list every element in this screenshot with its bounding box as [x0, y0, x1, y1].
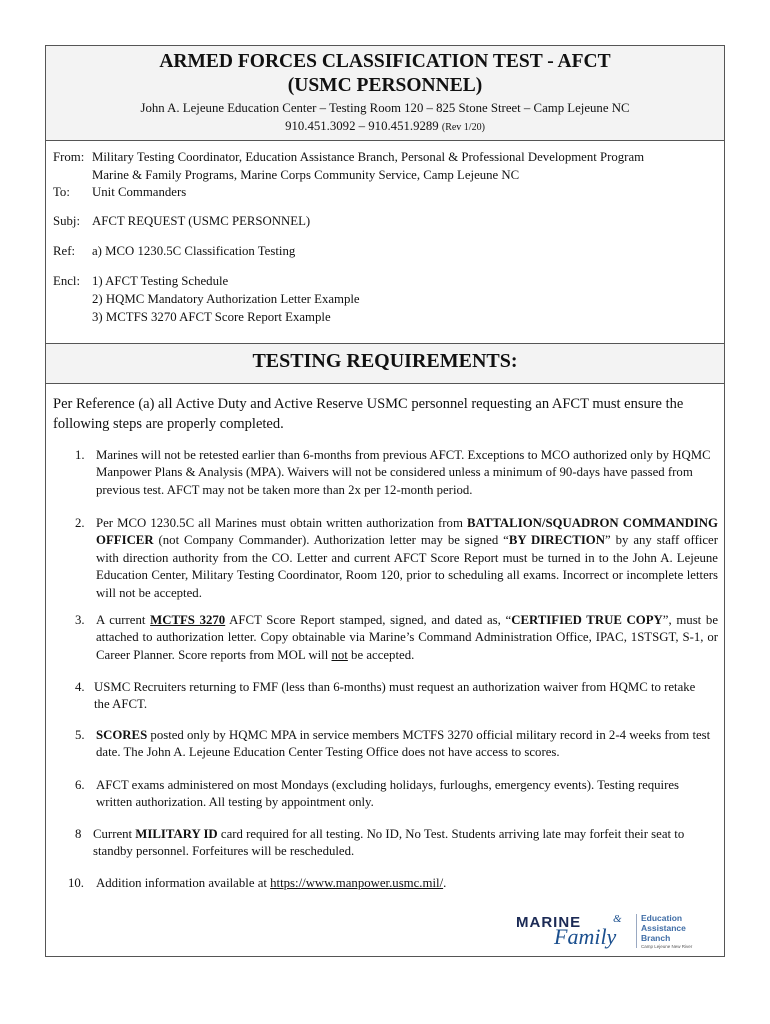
phone-numbers: 910.451.3092 – 910.451.9289: [285, 119, 439, 133]
subj-label: Subj:: [53, 214, 81, 228]
emphasis-text: CERTIFIED TRUE COPY: [511, 613, 663, 627]
item-number: 6.: [75, 778, 85, 792]
requirements-heading: TESTING REQUIREMENTS:: [252, 350, 518, 372]
emphasis-text: MCTFS 3270: [150, 613, 226, 627]
to-label: To:: [53, 185, 70, 199]
emphasis-text: SCORES: [96, 728, 148, 742]
item-text: USMC Recruiters returning to FMF (less than 6-months) must request an authorization waiver from HQMC to retake the AFCT.: [94, 680, 696, 712]
from-line-1: Military Testing Coordinator, Education Assistance Branch, Personal & Professional Development Program: [92, 150, 645, 164]
marine-family-logo: [516, 911, 704, 951]
item-number: 5.: [75, 728, 85, 742]
logo-eab-text: Education Assistance Branch: [641, 913, 686, 943]
to-value: Unit Commanders: [92, 185, 187, 199]
address-line: John A. Lejeune Education Center – Testing Room 120 – 825 Stone Street – Camp Lejeune NC: [140, 101, 630, 115]
item-text: Addition information available at https://www.manpower.usmc.mil/.: [96, 876, 447, 890]
ref-value: a) MCO 1230.5C Classification Testing: [92, 244, 296, 258]
item-text: SCORES posted only by HQMC MPA in service members MCTFS 3270 official military record in 2-4 weeks from test date. The John A. Lejeune Education Center Testing Office does not have access to scores.: [96, 728, 711, 760]
revision-note: (Rev 1/20): [441, 122, 485, 133]
underlined-text: not: [331, 647, 348, 662]
emphasis-text: BY DIRECTION: [508, 533, 605, 548]
encl-label: Encl:: [53, 274, 81, 288]
item-text: Current MILITARY ID card required for all testing. No ID, No Test. Students arriving late may forfeit their seat to standby personnel. Forfeitures will be rescheduled.: [93, 827, 685, 859]
logo-family-text: Family: [554, 924, 617, 949]
encl-item: 2) HQMC Mandatory Authorization Letter Example: [92, 292, 360, 306]
item-text: Marines will not be retested earlier than 6-months from previous AFCT. Exceptions to MCO authorized only by HQMC Manpower Plans & Analysis (MPA). Waivers will not be considered unless a minimum of 90-days have passed from previous test. AFCT may not be taken more than 2x per 12-month period.: [96, 448, 711, 497]
memo-block: [46, 141, 724, 343]
item-number: 2.: [75, 516, 85, 530]
item-text: Per MCO 1230.5C all Marines must obtain written authorization from BATTALION/SQUADRON COMMANDING OFFICER (not Company Commander). Authorization letter may be signed “BY DIRECTION” by any staff officer with direction authority from the CO. Letter and current AFCT Score Report must be turned in to the John A. Lejeune Education Center, Military Testing Coordinator, Room 120, prior to scheduling all exams. Incorrect or incomplete letters will not be accepted.: [96, 516, 719, 600]
logo-ampersand: &: [613, 913, 622, 925]
item-number: 4.: [75, 680, 85, 694]
item-text: A current MCTFS 3270 AFCT Score Report stamped, signed, and dated as, “CERTIFIED TRUE COPY”, must be attached to authorization letter. Copy obtainable via Marine’s Command Administration Office, IPAC, 1STSGT, S-1, or Career Planner. Score reports from MOL will not be accepted.: [96, 613, 718, 662]
phone-line: [46, 119, 724, 134]
logo-divider: [636, 914, 637, 948]
from-line-2: Marine & Family Programs, Marine Corps Community Service, Camp Lejeune NC: [92, 168, 520, 182]
logo-marine-text: MARINE: [516, 914, 582, 931]
header-box: [46, 46, 724, 141]
logo-subtitle: Camp Lejeune New River: [641, 944, 693, 949]
subj-value: AFCT REQUEST (USMC PERSONNEL): [92, 214, 311, 228]
encl-item: 1) AFCT Testing Schedule: [92, 274, 229, 288]
requirements-heading-box: [46, 343, 724, 384]
item-number: 1.: [75, 448, 85, 462]
item-number: 8: [75, 827, 82, 841]
item-text: AFCT exams administered on most Mondays (excluding holidays, furloughs, emergency events). Testing requires written authorization. All testing by appointment only.: [96, 778, 680, 810]
emphasis-text: BATTALION/SQUADRON COMMANDING OFFICER: [96, 516, 719, 548]
document-title: ARMED FORCES CLASSIFICATION TEST - AFCT: [159, 51, 611, 72]
item-number: 3.: [75, 613, 85, 627]
ref-label: Ref:: [53, 244, 76, 258]
encl-item: 3) MCTFS 3270 AFCT Score Report Example: [92, 310, 331, 324]
document-subtitle: (USMC PERSONNEL): [287, 75, 483, 96]
document-page: [45, 45, 725, 957]
from-label: From:: [53, 150, 85, 164]
item-number: 10.: [68, 876, 84, 890]
manpower-link[interactable]: https://www.manpower.usmc.mil/: [270, 876, 444, 890]
requirements-intro: Per Reference (a) all Active Duty and Active Reserve USMC personnel requesting an AFCT must ensure the following steps are properly completed.: [53, 396, 684, 432]
emphasis-text: MILITARY ID: [135, 827, 218, 841]
